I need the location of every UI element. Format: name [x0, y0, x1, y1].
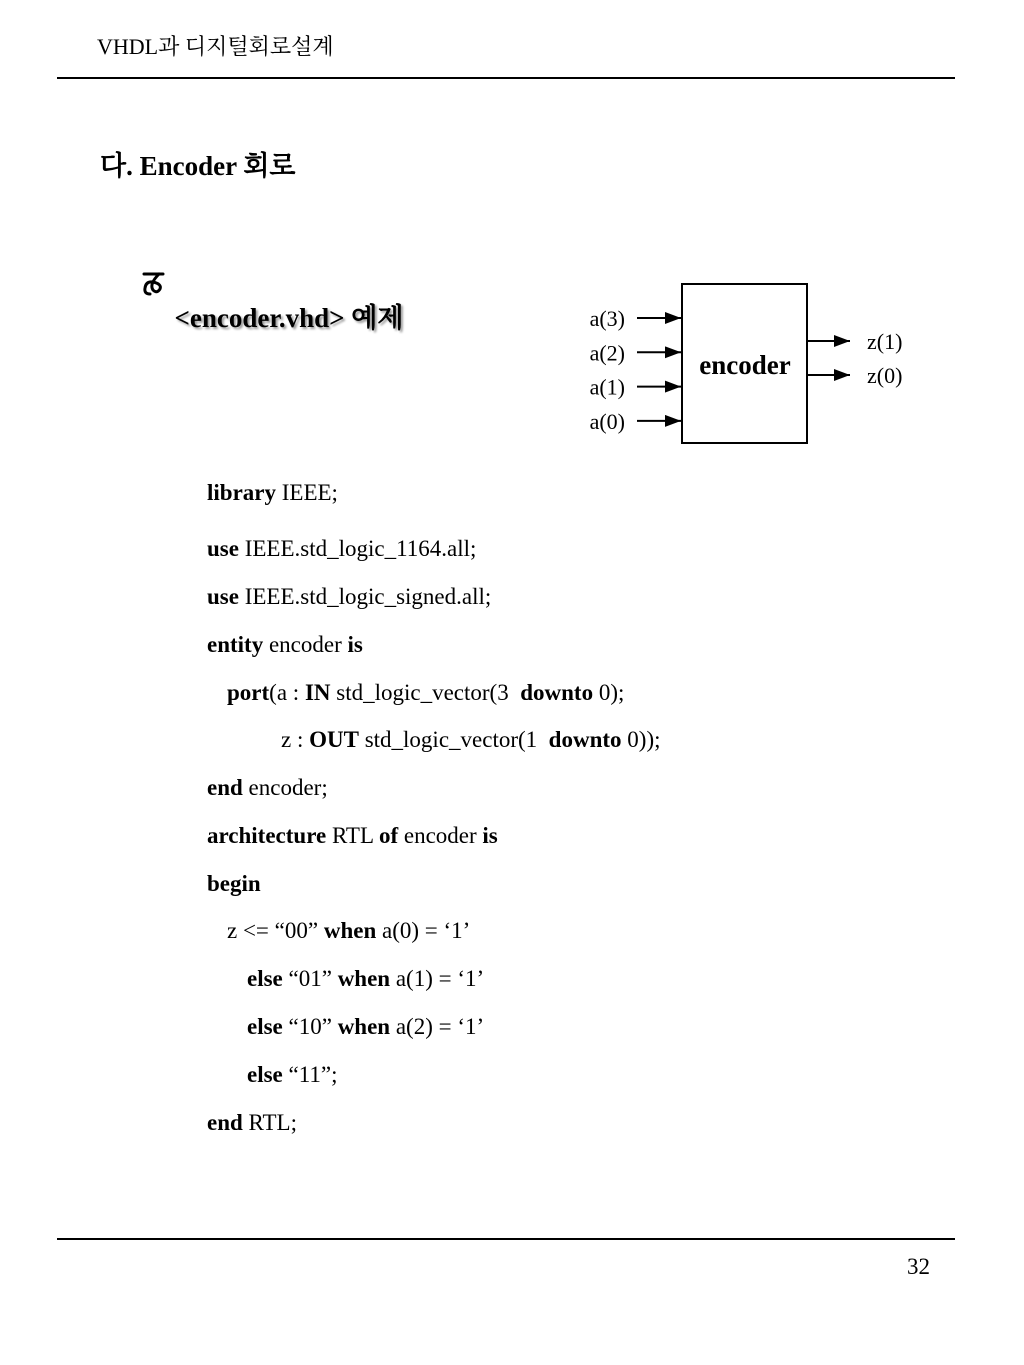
code-keyword: OUT: [309, 727, 359, 752]
code-keyword: downto: [548, 727, 622, 752]
code-text: a(0) = ‘1’: [376, 918, 471, 943]
header-divider: [57, 77, 955, 79]
input-label: a(2): [589, 340, 625, 366]
code-text: z <= “00”: [227, 918, 324, 943]
code-keyword: entity: [207, 632, 264, 657]
code-keyword: begin: [207, 871, 261, 896]
code-text: encoder: [263, 632, 348, 657]
code-keyword: else: [247, 1062, 283, 1087]
code-line: [207, 823, 498, 849]
code-keyword: port: [227, 680, 270, 705]
code-keyword: library: [207, 480, 276, 505]
code-line: [247, 966, 484, 992]
code-keyword: architecture: [207, 823, 327, 848]
code-keyword: end: [207, 775, 243, 800]
header-title: VHDL과 디지털회로설계: [97, 34, 334, 59]
scissors-icon: [114, 239, 167, 334]
example-title: [100, 208, 403, 335]
code-line: [281, 727, 661, 753]
code-keyword: when: [337, 1014, 391, 1039]
encoder-block-label: encoder: [699, 350, 791, 380]
code-keyword: is: [347, 632, 363, 657]
section-title: 다. Encoder 회로: [100, 151, 296, 181]
code-keyword: use: [207, 536, 239, 561]
code-text: encoder: [398, 823, 483, 848]
code-keyword: IN: [304, 680, 331, 705]
code-text: a(2) = ‘1’: [390, 1014, 485, 1039]
output-label: z(0): [867, 363, 903, 388]
code-text: IEEE.std_logic_signed.all;: [238, 584, 492, 609]
code-text: 0));: [621, 727, 661, 752]
input-label: a(3): [589, 306, 625, 331]
code-keyword: else: [247, 966, 283, 991]
code-line: [207, 632, 363, 658]
code-line: [227, 680, 624, 706]
code-line: [207, 871, 261, 897]
example-title-text: <encoder.vhd> 예제: [174, 303, 404, 333]
footer-divider: [57, 1238, 955, 1240]
code-text: (a :: [269, 680, 305, 705]
code-text: RTL: [326, 823, 379, 848]
code-line: [247, 1014, 484, 1040]
code-keyword: downto: [520, 680, 594, 705]
code-text: std_logic_vector(3: [330, 680, 521, 705]
code-text: IEEE;: [276, 480, 338, 505]
encoder-block-diagram: [560, 270, 940, 460]
code-line: [207, 480, 338, 506]
code-keyword: when: [323, 918, 377, 943]
code-text: std_logic_vector(1: [358, 727, 549, 752]
code-text: IEEE.std_logic_1164.all;: [238, 536, 477, 561]
code-text: a(1) = ‘1’: [390, 966, 485, 991]
code-text: RTL;: [242, 1110, 297, 1135]
code-text: “10”: [282, 1014, 338, 1039]
code-line: [207, 584, 491, 610]
code-keyword: when: [337, 966, 391, 991]
code-keyword: is: [482, 823, 498, 848]
code-text: encoder;: [242, 775, 328, 800]
page-number: 32: [907, 1254, 930, 1279]
code-keyword: of: [378, 823, 399, 848]
code-text: z :: [281, 727, 310, 752]
code-text: 0);: [593, 680, 625, 705]
code-line: [207, 775, 328, 801]
output-label: z(1): [867, 329, 903, 354]
code-line: [207, 1110, 297, 1136]
code-text: “11”;: [282, 1062, 338, 1087]
input-label: a(1): [589, 374, 625, 400]
code-line: [227, 918, 470, 944]
code-keyword: else: [247, 1014, 283, 1039]
code-keyword: end: [207, 1110, 243, 1135]
code-text: “01”: [282, 966, 338, 991]
code-line: [247, 1062, 337, 1088]
code-line: [207, 536, 476, 562]
code-keyword: use: [207, 584, 239, 609]
input-label: a(0): [589, 408, 625, 434]
